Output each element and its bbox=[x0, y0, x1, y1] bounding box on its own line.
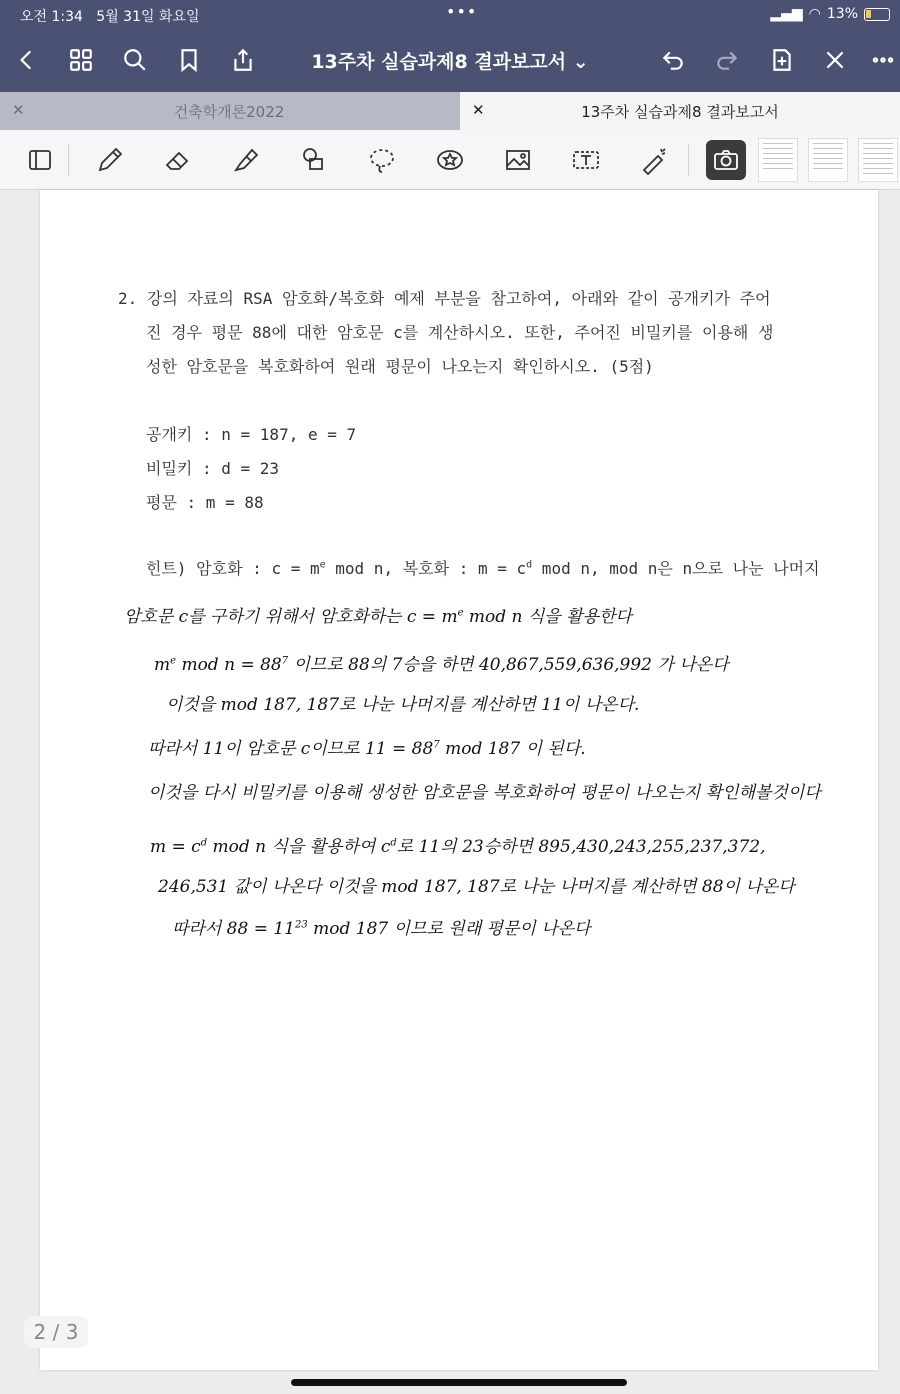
handwritten-line-3: 이것을 mod 187, 187로 나눈 나머지를 계산하면 11이 나온다. bbox=[166, 695, 640, 715]
question-line-3: 성한 암호문을 복호화하여 원래 평문이 나오는지 확인하시오. (5점) bbox=[146, 357, 654, 376]
redo-icon[interactable] bbox=[710, 43, 744, 77]
page-thumbnail[interactable] bbox=[858, 138, 898, 182]
handwritten-line-1: 암호문 c를 구하기 위해서 암호화하는 $c = m^e$ mod n 식을 활용한다 bbox=[124, 607, 632, 627]
battery-icon bbox=[864, 8, 890, 21]
tool-bar bbox=[0, 130, 900, 190]
public-key: 공개키 : n = 187, e = 7 bbox=[146, 425, 357, 444]
eraser-icon[interactable] bbox=[158, 140, 198, 180]
highlighter-icon[interactable] bbox=[226, 140, 266, 180]
lasso-icon[interactable] bbox=[362, 140, 402, 180]
divider bbox=[68, 144, 69, 176]
tab-close-icon[interactable]: ✕ bbox=[12, 101, 25, 119]
page-indicator: 2 / 3 bbox=[24, 1316, 88, 1348]
tab-architecture[interactable] bbox=[0, 92, 458, 130]
divider bbox=[688, 144, 689, 176]
nav-bar bbox=[0, 30, 900, 92]
image-icon[interactable] bbox=[498, 140, 538, 180]
document-title-button[interactable]: 13주차 실습과제8 결과보고서 ⌄ bbox=[311, 51, 589, 73]
page-view-icon[interactable] bbox=[20, 140, 60, 180]
add-page-icon[interactable] bbox=[765, 43, 799, 77]
handwritten-line-4: 따라서 11이 암호문 c이므로 $11 = 88^7$ mod 187 이 된다. bbox=[148, 739, 586, 759]
handwritten-line-2: $m^e$ mod $n = 88^7$ 이므로 88의 7승을 하면 40,867,559,636,992 가 나온다 bbox=[154, 655, 729, 675]
home-indicator[interactable] bbox=[291, 1379, 627, 1386]
handwritten-line-5: 이것을 다시 비밀키를 이용해 생성한 암호문을 복호화하여 평문이 나오는지 확인해볼것이다 bbox=[148, 783, 821, 803]
tab-report[interactable] bbox=[460, 92, 900, 130]
private-key: 비밀키 : d = 23 bbox=[146, 459, 280, 478]
plaintext: 평문 : m = 88 bbox=[146, 493, 264, 512]
page-thumbnail[interactable] bbox=[808, 138, 848, 182]
pen-icon[interactable] bbox=[90, 140, 130, 180]
multitask-dots-icon[interactable]: ••• bbox=[446, 2, 478, 21]
status-time: 오전 1:34 5월 31일 화요일 bbox=[20, 9, 200, 25]
document-page[interactable] bbox=[40, 190, 878, 1370]
close-icon[interactable] bbox=[818, 43, 852, 77]
page-thumbnail[interactable] bbox=[758, 138, 798, 182]
undo-icon[interactable] bbox=[656, 43, 690, 77]
status-indicators bbox=[770, 6, 890, 22]
tab-close-icon[interactable]: ✕ bbox=[472, 101, 485, 119]
status-bar bbox=[0, 0, 900, 30]
hint-line: 힌트) 암호화 : $c = m^e$ mod n, 복호화 : $m = c^d$ mod n, mod n은 n으로 나눈 나머지 bbox=[146, 559, 820, 578]
shapes-icon[interactable] bbox=[294, 140, 334, 180]
more-icon[interactable] bbox=[866, 43, 900, 77]
handwritten-line-8: 따라서 $88 = 11^{23}$ mod 187 이므로 원래 평문이 나온다 bbox=[172, 919, 591, 939]
handwritten-line-6: $m = c^d$ mod n 식을 활용하여 $c^d$로 11의 23승하면 895,430,243,255,237,372, bbox=[150, 837, 766, 857]
text-icon[interactable] bbox=[566, 140, 606, 180]
handwritten-line-7: 246,531 값이 나온다 이것을 mod 187, 187로 나눈 나머지를 계산하면 88이 나온다 bbox=[158, 877, 795, 897]
laser-pointer-icon[interactable] bbox=[634, 140, 674, 180]
tab-label: 건축학개론2022 bbox=[173, 103, 285, 121]
wifi-icon: ◠ bbox=[808, 6, 821, 22]
sticker-icon[interactable] bbox=[430, 140, 470, 180]
question-line-1: 2. 강의 자료의 RSA 암호화/복호화 예제 부분을 참고하여, 아래와 같이 공개키가 주어 bbox=[118, 289, 771, 308]
tab-bar bbox=[0, 92, 900, 130]
question-line-2: 진 경우 평문 88에 대한 암호문 c를 계산하시오. 또한, 주어진 비밀키를 이용해 생 bbox=[146, 323, 774, 342]
battery-percent: 13% bbox=[826, 6, 858, 22]
signal-icon: ▂▄▆ bbox=[770, 6, 803, 22]
tab-label: 13주차 실습과제8 결과보고서 bbox=[581, 103, 779, 121]
camera-icon[interactable] bbox=[706, 140, 746, 180]
